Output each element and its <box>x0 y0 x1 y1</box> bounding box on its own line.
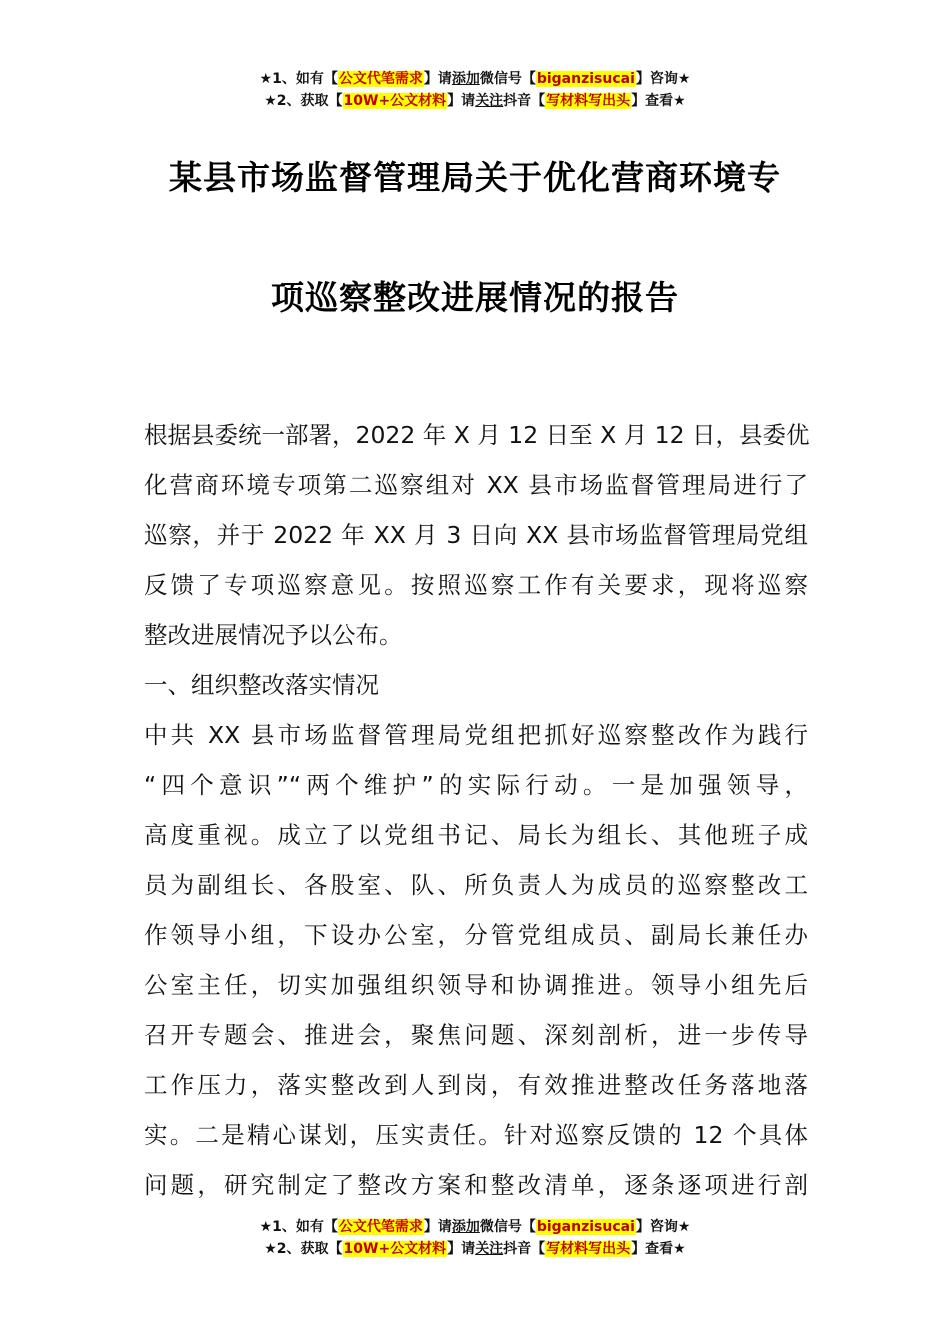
banner-highlight: 10W+公文材料 <box>343 1241 447 1257</box>
footer-banner <box>0 1216 950 1260</box>
banner-text: ★1、如有【 <box>259 1219 338 1235</box>
banner-text: 】请 <box>423 71 452 87</box>
banner-highlight: 写材料写出头 <box>546 1241 631 1257</box>
body-line: 实。二是精心谋划，压实责任。针对巡察反馈的 12 个具体 <box>144 1121 808 1149</box>
banner-text: 】查看★ <box>631 93 686 109</box>
banner-highlight: 公文代笔需求 <box>338 71 423 87</box>
banner-line-1 <box>0 68 950 90</box>
body-line: 整改进展情况予以公布。 <box>144 621 403 649</box>
body-line: 中共 XX 县市场监督管理局党组把抓好巡察整改作为践行 <box>144 721 808 749</box>
banner-text: 】请 <box>423 1219 452 1235</box>
body-line: 公室主任，切实加强组织领导和协调推进。领导小组先后 <box>144 971 808 999</box>
banner-text: 微信号【 <box>479 71 536 87</box>
body-line: 高度重视。成立了以党组书记、局长为组长、其他班子成 <box>144 821 808 849</box>
banner-text: 抖音【 <box>503 93 546 109</box>
banner-line-2 <box>0 1238 950 1260</box>
banner-text: ★2、获取【 <box>264 93 343 109</box>
body-line: 根据县委统一部署，2022 年 X 月 12 日至 X 月 12 日，县委优 <box>144 421 810 449</box>
document-title-line-1: 某县市场监督管理局关于优化营商环境专 <box>169 158 781 197</box>
banner-highlight: 10W+公文材料 <box>343 93 447 109</box>
banner-text: 】请 <box>447 93 476 109</box>
banner-line-2 <box>0 90 950 112</box>
document-body <box>144 410 808 1210</box>
body-line: 问题，研究制定了整改方案和整改清单，逐条逐项进行剖 <box>144 1171 808 1199</box>
banner-text: 微信号【 <box>479 1219 536 1235</box>
banner-underline: 关注 <box>475 93 504 109</box>
banner-highlight: biganzisucai <box>536 1219 635 1235</box>
banner-underline: 添加 <box>451 1219 480 1235</box>
banner-text: ★2、获取【 <box>264 1241 343 1257</box>
section-heading: 一、组织整改落实情况 <box>144 671 379 699</box>
body-line: “四个意识”“两个维护”的实际行动。一是加强领导， <box>144 771 808 799</box>
banner-text: 】咨询★ <box>635 71 691 87</box>
body-line: 员为副组长、各股室、队、所负责人为成员的巡察整改工 <box>144 871 808 899</box>
banner-text: 】查看★ <box>631 1241 686 1257</box>
banner-highlight: 写材料写出头 <box>546 93 631 109</box>
banner-line-1 <box>0 1216 950 1238</box>
banner-underline: 关注 <box>475 1241 504 1257</box>
banner-highlight: biganzisucai <box>536 71 635 87</box>
banner-highlight: 公文代笔需求 <box>338 1219 423 1235</box>
banner-text: 】咨询★ <box>635 1219 691 1235</box>
body-line: 工作压力，落实整改到人到岗，有效推进整改任务落地落 <box>144 1071 808 1099</box>
banner-text: ★1、如有【 <box>259 71 338 87</box>
body-line: 巡察，并于 2022 年 XX 月 3 日向 XX 县市场监督管理局党组 <box>144 521 808 549</box>
banner-text: 抖音【 <box>503 1241 546 1257</box>
body-line: 反馈了专项巡察意见。按照巡察工作有关要求，现将巡察 <box>144 571 808 599</box>
banner-text: 】请 <box>447 1241 476 1257</box>
body-line: 召开专题会、推进会，聚焦问题、深刻剖析，进一步传导 <box>144 1021 808 1049</box>
document-title-line-2: 项巡察整改进展情况的报告 <box>271 278 679 317</box>
body-line: 化营商环境专项第二巡察组对 XX 县市场监督管理局进行了 <box>144 471 808 499</box>
banner-underline: 添加 <box>451 71 480 87</box>
header-banner <box>0 68 950 112</box>
body-line: 作领导小组，下设办公室，分管党组成员、副局长兼任办 <box>144 921 808 949</box>
